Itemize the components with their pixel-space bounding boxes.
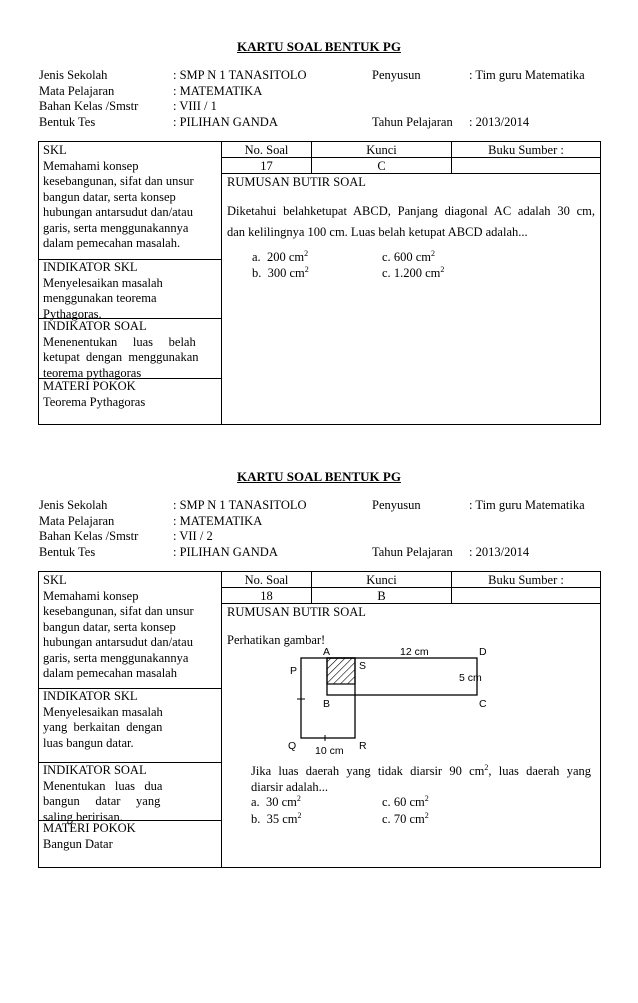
option-sup: 2 — [430, 248, 435, 258]
materi-pokok-section — [39, 378, 221, 410]
buku-sumber-value — [452, 588, 600, 603]
dim-right: 5 cm — [459, 672, 482, 684]
kunci-label: Kunci — [312, 142, 452, 157]
mata-pelajaran-value: : MATEMATIKA — [173, 513, 263, 528]
tahun-label: Tahun Pelajaran — [372, 114, 453, 129]
skl-line: kesebangunan, sifat dan unsur — [43, 174, 194, 188]
skl-line: garis, serta menggunakannya — [43, 650, 189, 665]
skl-line: dalam pemecahan masalah. — [43, 236, 181, 250]
option-b — [251, 812, 302, 827]
penyusun-value: : Tim guru Matematika — [469, 68, 585, 82]
option-a — [251, 795, 301, 810]
bentuk-tes-value: : PILIHAN GANDA — [173, 544, 278, 559]
penyusun-label: Penyusun — [372, 498, 421, 512]
card1-right-column — [222, 142, 600, 424]
indikator-soal-line: ketupat dengan menggunakan — [43, 350, 199, 364]
indikator-skl-section — [39, 259, 221, 322]
indikator-skl-line: yang berkaitan dengan — [43, 720, 163, 734]
skl-line: bangun datar, serta konsep — [43, 619, 176, 634]
bentuk-tes-label: Bentuk Tes — [39, 114, 96, 129]
meta-value-row — [222, 588, 600, 604]
label-p: P — [290, 665, 298, 677]
option-sup: 2 — [440, 264, 445, 274]
skl-line: kesebangunan, sifat dan unsur — [43, 604, 194, 618]
option-label: a. — [252, 250, 261, 264]
card1-header — [39, 68, 609, 130]
shaded-region — [327, 658, 355, 684]
buku-sumber-value — [452, 158, 600, 173]
option-label: c. — [382, 266, 391, 280]
tahun-value: : 2013/2014 — [469, 544, 530, 559]
indikator-skl-line: Menyelesaikan masalah — [43, 704, 163, 719]
question-text — [222, 201, 600, 243]
no-soal-label: No. Soal — [222, 142, 312, 157]
skl-line: dalam pemecahan masalah — [43, 666, 177, 680]
label-r: R — [359, 740, 367, 752]
card1-title: KARTU SOAL BENTUK PG — [237, 39, 401, 54]
card2-title: KARTU SOAL BENTUK PG — [237, 469, 401, 484]
option-sup: 2 — [304, 248, 309, 258]
bahan-kelas-label: Bahan Kelas /Smstr — [39, 99, 139, 113]
materi-heading: MATERI POKOK — [43, 379, 136, 393]
indikator-soal-heading: INDIKATOR SOAL — [43, 319, 147, 333]
option-value: 600 cm — [393, 250, 431, 264]
skl-section — [39, 573, 221, 682]
indikator-soal-section — [39, 762, 221, 825]
dim-top: 12 cm — [400, 646, 429, 658]
bentuk-tes-value: : PILIHAN GANDA — [173, 114, 278, 129]
option-c — [382, 250, 435, 265]
jenis-sekolah-value: : SMP N 1 TANASITOLO — [173, 498, 307, 512]
buku-sumber-label: Buku Sumber : — [488, 573, 564, 587]
no-soal-value: 18 — [222, 588, 312, 603]
card1-table — [38, 141, 601, 425]
option-value: 1.200 cm — [393, 266, 441, 280]
rumusan-heading: RUMUSAN BUTIR SOAL — [227, 605, 366, 619]
dim-bottom: 10 cm — [315, 745, 344, 757]
skl-section — [39, 143, 221, 252]
indikator-skl-line: menggunakan teorema — [43, 291, 157, 305]
option-b — [252, 266, 309, 281]
label-a: A — [323, 646, 331, 658]
question-line: diarsir adalah... — [251, 780, 329, 794]
option-value: 200 cm — [266, 250, 305, 264]
question-line — [251, 763, 591, 779]
materi-line: Bangun Datar — [43, 836, 113, 851]
skl-heading: SKL — [43, 143, 67, 157]
indikator-skl-heading: INDIKATOR SKL — [43, 689, 138, 703]
option-label: b. — [252, 266, 262, 280]
card2-left-column — [39, 572, 222, 867]
question-text — [246, 763, 596, 795]
kunci-label: Kunci — [312, 572, 452, 587]
penyusun-label: Penyusun — [372, 68, 421, 82]
label-q: Q — [288, 740, 297, 752]
indikator-soal-line: bangun datar yang — [43, 794, 161, 808]
skl-line: Memahami konsep — [43, 158, 139, 173]
indikator-soal-heading: INDIKATOR SOAL — [43, 763, 147, 777]
indikator-soal-line: Menenentukan luas belah — [43, 334, 196, 349]
question-sup: 2 — [484, 762, 489, 772]
no-soal-label: No. Soal — [222, 572, 312, 587]
indikator-skl-heading: INDIKATOR SKL — [43, 260, 138, 274]
materi-heading: MATERI POKOK — [43, 821, 136, 835]
option-label: c. — [382, 795, 391, 809]
no-soal-value: 17 — [222, 158, 312, 173]
kunci-value: C — [312, 158, 452, 173]
label-c: C — [479, 698, 487, 710]
card2-header — [39, 498, 609, 560]
jenis-sekolah-label: Jenis Sekolah — [39, 68, 108, 82]
option-value: 60 cm — [393, 795, 425, 809]
skl-line: hubungan antarsudut dan/atau — [43, 205, 193, 219]
option-sup: 2 — [424, 793, 429, 803]
meta-header-row — [222, 572, 600, 588]
question-part: Jika luas daerah yang tidak diarsir 90 cm — [251, 764, 485, 778]
meta-header-row — [222, 142, 600, 158]
option-value: 300 cm — [267, 266, 305, 280]
card2-right-column — [222, 572, 600, 867]
question-part: , luas daerah yang — [488, 764, 591, 778]
question-line: dan kelilingnya 100 cm. Luas belah ketupat ABCD adalah... — [227, 225, 528, 239]
label-s: S — [359, 660, 367, 672]
indikator-soal-section — [39, 318, 221, 381]
bahan-kelas-label: Bahan Kelas /Smstr — [39, 529, 139, 543]
indikator-skl-line: Menyelesaikan masalah — [43, 275, 163, 290]
bentuk-tes-label: Bentuk Tes — [39, 544, 96, 559]
mata-pelajaran-value: : MATEMATIKA — [173, 83, 263, 98]
option-a — [252, 250, 308, 265]
option-sup: 2 — [304, 264, 309, 274]
option-d — [382, 266, 444, 281]
mata-pelajaran-label: Mata Pelajaran — [39, 83, 115, 98]
question-line: Diketahui belahketupat ABCD, Panjang diagonal AC adalah 30 cm, — [227, 204, 595, 218]
materi-line: Teorema Pythagoras — [43, 394, 146, 409]
option-sup: 2 — [296, 793, 301, 803]
option-value: 70 cm — [393, 812, 425, 826]
indikator-skl-line: luas bangun datar. — [43, 735, 134, 750]
bahan-kelas-value: : VII / 2 — [173, 529, 213, 543]
indikator-soal-line: saling beririsan. — [43, 809, 123, 824]
option-value: 35 cm — [266, 812, 298, 826]
option-sup: 2 — [424, 810, 429, 820]
label-b: B — [323, 698, 331, 710]
materi-pokok-section — [39, 820, 221, 852]
option-label: b. — [251, 812, 261, 826]
indikator-soal-line: teorema pythagoras — [43, 365, 142, 380]
skl-line: hubungan antarsudut dan/atau — [43, 635, 193, 649]
card1-left-column — [39, 142, 222, 424]
mata-pelajaran-label: Mata Pelajaran — [39, 513, 115, 528]
indikator-skl-line: Pythagoras. — [43, 306, 102, 321]
skl-heading: SKL — [43, 573, 67, 587]
option-label: a. — [251, 795, 260, 809]
meta-value-row — [222, 158, 600, 174]
tahun-value: : 2013/2014 — [469, 114, 530, 129]
rumusan-heading: RUMUSAN BUTIR SOAL — [227, 175, 366, 189]
option-value: 30 cm — [265, 795, 297, 809]
card2-table — [38, 571, 601, 868]
jenis-sekolah-label: Jenis Sekolah — [39, 498, 108, 512]
intro-text: Perhatikan gambar! — [227, 633, 326, 647]
kunci-value: B — [312, 588, 452, 603]
buku-sumber-label: Buku Sumber : — [488, 143, 564, 157]
indikator-soal-line: Menentukan luas dua — [43, 778, 163, 793]
option-d — [382, 812, 429, 827]
bahan-kelas-value: : VIII / 1 — [173, 99, 217, 113]
option-label: c. — [382, 250, 391, 264]
option-sup: 2 — [297, 810, 302, 820]
option-c — [382, 795, 429, 810]
option-label: c. — [382, 812, 391, 826]
jenis-sekolah-value: : SMP N 1 TANASITOLO — [173, 68, 307, 82]
indikator-skl-section — [39, 688, 221, 751]
label-d: D — [479, 646, 487, 658]
skl-line: bangun datar, serta konsep — [43, 189, 176, 204]
skl-line: Memahami konsep — [43, 588, 139, 603]
figure-overlapping-rectangles — [285, 647, 485, 755]
tahun-label: Tahun Pelajaran — [372, 544, 453, 559]
penyusun-value: : Tim guru Matematika — [469, 498, 585, 512]
skl-line: garis, serta menggunakannya — [43, 220, 189, 235]
